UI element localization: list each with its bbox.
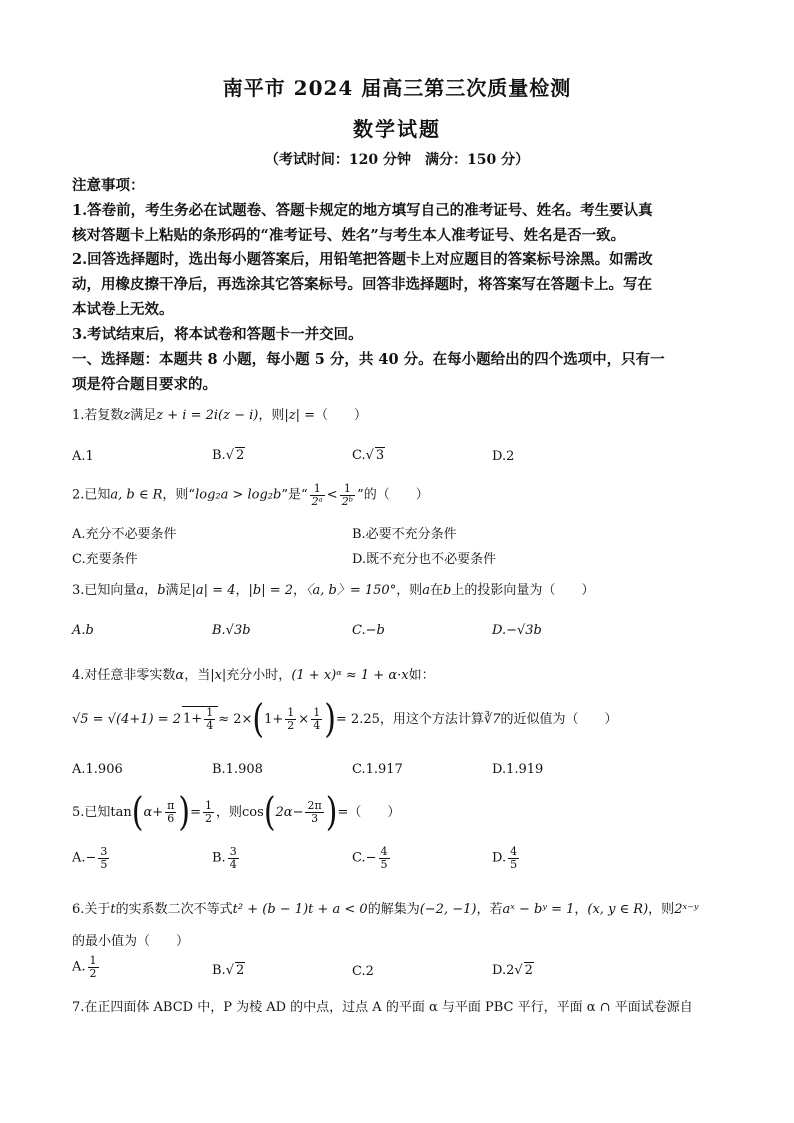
q2-option-c: C.充要条件 bbox=[72, 552, 138, 567]
question-5-stem: 5.已知tan(α+ $\frac{\pi}{6}$ )= $\frac{1}{2}$ ，则cos(2α− $\frac{2\pi}{3}$ )=（ ） bbox=[72, 789, 401, 836]
exam-title: 南平市 2024 届高三第三次质量检测 bbox=[222, 76, 572, 100]
q4-option-c: C.1.917 bbox=[352, 762, 403, 777]
question-4-example: √5 = √(4+1) = 2 1+ $\frac{1}{4}$ ≈ 2×(1+ $\frac{1}{2}$ × $\frac{1}{4}$ )= 2.25，用这个方法计算∛7的近似值为（ ） bbox=[72, 696, 618, 743]
q5-option-c: C.− $\frac{4}{5}$ bbox=[352, 845, 388, 871]
q2-option-b: B.必要不充分条件 bbox=[352, 527, 457, 542]
q4-option-d: D.1.919 bbox=[492, 762, 544, 777]
q3-option-c: C.−b bbox=[352, 623, 385, 638]
exam-info: （考试时间：120 分钟 满分：150 分） bbox=[264, 152, 530, 168]
exam-subject: 数学试题 bbox=[353, 117, 441, 141]
q2-option-d: D.既不充分也不必要条件 bbox=[352, 552, 497, 567]
q3-option-a: A.b bbox=[72, 623, 94, 638]
q5-option-b: B. $\frac{3}{4}$ bbox=[212, 845, 237, 871]
q1-option-a: A.1 bbox=[72, 449, 94, 464]
question-6-stem: 6.关于t的实系数二次不等式t² + (b − 1)t + a < 0的解集为(−2, −1)，若aˣ − bʸ = 1，(x, y ∈ R)，则2ˣ⁻ʸ bbox=[72, 902, 699, 917]
notice-line: 本试卷上无效。 bbox=[72, 301, 174, 318]
notice-line: 3.考试结束后，将本试卷和答题卡一并交回。 bbox=[72, 326, 363, 343]
q4-option-b: B.1.908 bbox=[212, 762, 263, 777]
question-2-stem: 2.已知a, b ∈ R，则“log₂a > log₂b”是“ $\frac{1}{\text{2ᵃ}}$ < $\frac{1}{\text{2ᵇ}}$ ”的（ ） bbox=[72, 482, 429, 508]
question-6-stem-cont: 的最小值为（ ） bbox=[72, 934, 190, 949]
q3-option-d: D.−√3b bbox=[492, 623, 542, 638]
notice-line: 动，用橡皮擦干净后，再选涂其它答案标号。回答非选择题时，将答案写在答题卡上。写在 bbox=[72, 276, 652, 293]
q3-option-b: B.√3b bbox=[212, 623, 251, 638]
q5-option-d: D. $\frac{4}{5}$ bbox=[492, 845, 518, 871]
section-heading-cont: 项是符合题目要求的。 bbox=[72, 376, 217, 393]
notice-line: 1.答卷前，考生务必在试题卷、答题卡规定的地方填写自己的准考证号、姓名。考生要认真 bbox=[72, 202, 653, 219]
q6-option-c: C.2 bbox=[352, 964, 374, 979]
notice-line: 2.回答选择题时，选出每小题答案后，用铅笔把答题卡上对应题目的答案标号涂黑。如需改 bbox=[72, 251, 653, 268]
q5-option-a: A.− $\frac{3}{5}$ bbox=[72, 845, 108, 871]
q1-option-d: D.2 bbox=[492, 449, 515, 464]
question-3-stem: 3.已知向量a，b满足|a| = 4，|b| = 2，〈a, b〉= 150°，则a在b上的投影向量为（ ） bbox=[72, 583, 595, 598]
q1-option-c: C.√ 3 bbox=[352, 448, 385, 463]
question-1-stem: 1.若复数z满足z + i = 2i(z − i)，则|z| =（ ） bbox=[72, 408, 368, 423]
q6-option-b: B.√ 2 bbox=[212, 963, 245, 978]
notice-heading: 注意事项： bbox=[72, 177, 145, 194]
question-7-stem: 7.在正四面体 ABCD 中，P 为棱 AD 的中点，过点 A 的平面 α 与平面 PBC 平行，平面 α ∩ 平面试卷源自 bbox=[72, 1000, 693, 1015]
q6-option-a: A. $\frac{1}{2}$ bbox=[72, 954, 97, 980]
question-4-stem: 4.对任意非零实数α，当|x|充分小时，(1 + x)ᵅ ≈ 1 + α·x如： bbox=[72, 668, 435, 683]
q6-option-d: D.2√ 2 bbox=[492, 963, 533, 978]
section-heading: 一、选择题：本题共 8 小题，每小题 5 分，共 40 分。在每小题给出的四个选项中，只有一 bbox=[72, 351, 665, 368]
q2-option-a: A.充分不必要条件 bbox=[72, 527, 177, 542]
q1-option-b: B.√ 2 bbox=[212, 448, 245, 463]
q4-option-a: A.1.906 bbox=[72, 762, 123, 777]
notice-line: 核对答题卡上粘贴的条形码的“准考证号、姓名”与考生本人准考证号、姓名是否一致。 bbox=[72, 227, 626, 244]
